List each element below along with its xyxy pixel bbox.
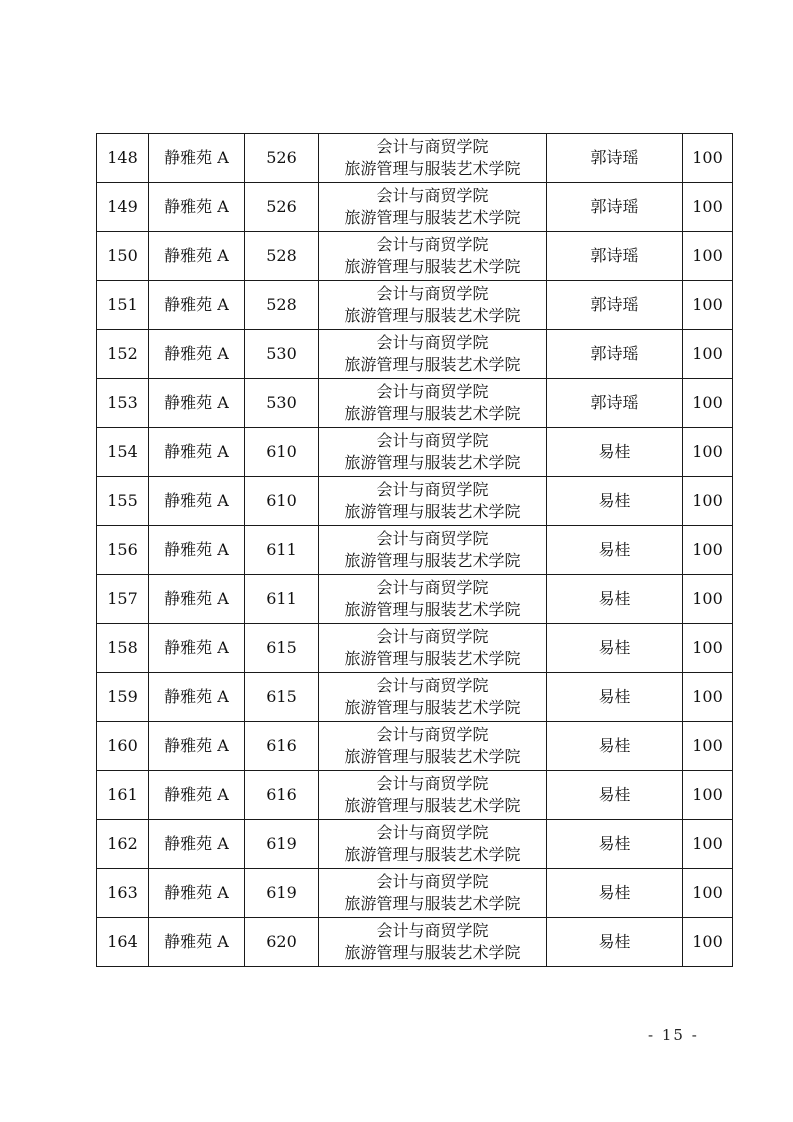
cell-room: 611	[245, 526, 319, 575]
cell-inspector: 易桂	[547, 820, 683, 869]
college-name: 旅游管理与服装艺术学院	[344, 208, 521, 227]
cell-college	[319, 918, 547, 967]
cell-inspector: 郭诗瑶	[547, 281, 683, 330]
cell-building: 静雅苑 A	[149, 869, 245, 918]
table-row	[97, 281, 733, 330]
college-name: 会计与商贸学院	[376, 529, 489, 548]
cell-score: 100	[683, 330, 733, 379]
college-name: 会计与商贸学院	[376, 676, 489, 695]
cell-building: 静雅苑 A	[149, 232, 245, 281]
college-name: 旅游管理与服装艺术学院	[344, 600, 521, 619]
college-name: 旅游管理与服装艺术学院	[344, 502, 521, 521]
cell-score: 100	[683, 918, 733, 967]
college-name: 会计与商贸学院	[376, 284, 489, 303]
college-name: 会计与商贸学院	[376, 431, 489, 450]
table-row	[97, 722, 733, 771]
cell-building: 静雅苑 A	[149, 330, 245, 379]
college-name: 旅游管理与服装艺术学院	[344, 453, 521, 472]
cell-number: 164	[97, 918, 149, 967]
cell-inspector: 易桂	[547, 722, 683, 771]
cell-college	[319, 183, 547, 232]
college-name: 旅游管理与服装艺术学院	[344, 159, 521, 178]
cell-inspector: 易桂	[547, 918, 683, 967]
cell-college	[319, 134, 547, 183]
cell-inspector: 易桂	[547, 526, 683, 575]
college-name: 会计与商贸学院	[376, 774, 489, 793]
cell-college	[319, 869, 547, 918]
cell-inspector: 易桂	[547, 771, 683, 820]
cell-number: 153	[97, 379, 149, 428]
cell-room: 610	[245, 477, 319, 526]
cell-number: 163	[97, 869, 149, 918]
table-row	[97, 820, 733, 869]
cell-college	[319, 526, 547, 575]
cell-room: 611	[245, 575, 319, 624]
cell-building: 静雅苑 A	[149, 722, 245, 771]
college-name: 会计与商贸学院	[376, 382, 489, 401]
cell-building: 静雅苑 A	[149, 477, 245, 526]
table-row	[97, 673, 733, 722]
college-name: 旅游管理与服装艺术学院	[344, 796, 521, 815]
cell-room: 619	[245, 820, 319, 869]
cell-room: 526	[245, 134, 319, 183]
college-name: 会计与商贸学院	[376, 186, 489, 205]
college-name: 旅游管理与服装艺术学院	[344, 306, 521, 325]
cell-score: 100	[683, 281, 733, 330]
cell-inspector: 郭诗瑶	[547, 330, 683, 379]
cell-room: 528	[245, 232, 319, 281]
college-name: 旅游管理与服装艺术学院	[344, 943, 521, 962]
cell-building: 静雅苑 A	[149, 820, 245, 869]
cell-college	[319, 477, 547, 526]
cell-college	[319, 330, 547, 379]
cell-number: 151	[97, 281, 149, 330]
cell-building: 静雅苑 A	[149, 134, 245, 183]
college-name: 旅游管理与服装艺术学院	[344, 551, 521, 570]
college-name: 会计与商贸学院	[376, 578, 489, 597]
cell-room: 616	[245, 722, 319, 771]
cell-score: 100	[683, 820, 733, 869]
college-name: 会计与商贸学院	[376, 725, 489, 744]
cell-number: 157	[97, 575, 149, 624]
table-row	[97, 477, 733, 526]
cell-inspector: 易桂	[547, 869, 683, 918]
college-name: 旅游管理与服装艺术学院	[344, 698, 521, 717]
cell-room: 610	[245, 428, 319, 477]
table-row	[97, 624, 733, 673]
cell-number: 149	[97, 183, 149, 232]
cell-score: 100	[683, 673, 733, 722]
college-name: 旅游管理与服装艺术学院	[344, 747, 521, 766]
dormitory-score-table	[96, 133, 733, 967]
cell-inspector: 易桂	[547, 673, 683, 722]
table-body	[97, 134, 733, 967]
cell-inspector: 郭诗瑶	[547, 379, 683, 428]
college-name: 会计与商贸学院	[376, 137, 489, 156]
cell-building: 静雅苑 A	[149, 673, 245, 722]
cell-inspector: 易桂	[547, 477, 683, 526]
table-row	[97, 918, 733, 967]
cell-college	[319, 379, 547, 428]
cell-number: 156	[97, 526, 149, 575]
cell-building: 静雅苑 A	[149, 526, 245, 575]
table-row	[97, 232, 733, 281]
cell-number: 161	[97, 771, 149, 820]
cell-building: 静雅苑 A	[149, 624, 245, 673]
cell-score: 100	[683, 379, 733, 428]
college-name: 旅游管理与服装艺术学院	[344, 404, 521, 423]
college-name: 会计与商贸学院	[376, 333, 489, 352]
college-name: 旅游管理与服装艺术学院	[344, 649, 521, 668]
cell-number: 155	[97, 477, 149, 526]
table-row	[97, 183, 733, 232]
college-name: 会计与商贸学院	[376, 921, 489, 940]
table-row	[97, 575, 733, 624]
cell-college	[319, 281, 547, 330]
cell-score: 100	[683, 722, 733, 771]
cell-score: 100	[683, 771, 733, 820]
cell-inspector: 易桂	[547, 575, 683, 624]
cell-score: 100	[683, 526, 733, 575]
cell-building: 静雅苑 A	[149, 575, 245, 624]
cell-score: 100	[683, 183, 733, 232]
cell-score: 100	[683, 477, 733, 526]
cell-room: 615	[245, 624, 319, 673]
page-number: - 15 -	[648, 1026, 699, 1044]
cell-building: 静雅苑 A	[149, 281, 245, 330]
cell-score: 100	[683, 624, 733, 673]
table-row	[97, 134, 733, 183]
cell-inspector: 易桂	[547, 428, 683, 477]
cell-college	[319, 771, 547, 820]
college-name: 旅游管理与服装艺术学院	[344, 355, 521, 374]
cell-room: 528	[245, 281, 319, 330]
cell-inspector: 易桂	[547, 624, 683, 673]
table-row	[97, 526, 733, 575]
table-row	[97, 330, 733, 379]
cell-room: 616	[245, 771, 319, 820]
cell-building: 静雅苑 A	[149, 771, 245, 820]
college-name: 旅游管理与服装艺术学院	[344, 257, 521, 276]
cell-building: 静雅苑 A	[149, 379, 245, 428]
cell-number: 150	[97, 232, 149, 281]
college-name: 旅游管理与服装艺术学院	[344, 894, 521, 913]
table-row	[97, 771, 733, 820]
cell-building: 静雅苑 A	[149, 183, 245, 232]
cell-score: 100	[683, 134, 733, 183]
cell-college	[319, 673, 547, 722]
cell-number: 154	[97, 428, 149, 477]
cell-score: 100	[683, 428, 733, 477]
table-row	[97, 869, 733, 918]
cell-score: 100	[683, 575, 733, 624]
cell-number: 152	[97, 330, 149, 379]
cell-inspector: 郭诗瑶	[547, 183, 683, 232]
table-row	[97, 428, 733, 477]
cell-room: 526	[245, 183, 319, 232]
cell-inspector: 郭诗瑶	[547, 232, 683, 281]
college-name: 会计与商贸学院	[376, 872, 489, 891]
cell-score: 100	[683, 232, 733, 281]
cell-number: 162	[97, 820, 149, 869]
college-name: 旅游管理与服装艺术学院	[344, 845, 521, 864]
cell-number: 160	[97, 722, 149, 771]
cell-number: 148	[97, 134, 149, 183]
cell-inspector: 郭诗瑶	[547, 134, 683, 183]
cell-score: 100	[683, 869, 733, 918]
cell-college	[319, 820, 547, 869]
cell-college	[319, 575, 547, 624]
cell-room: 530	[245, 330, 319, 379]
college-name: 会计与商贸学院	[376, 823, 489, 842]
cell-room: 530	[245, 379, 319, 428]
cell-college	[319, 428, 547, 477]
cell-number: 159	[97, 673, 149, 722]
table-row	[97, 379, 733, 428]
cell-room: 615	[245, 673, 319, 722]
cell-college	[319, 624, 547, 673]
cell-room: 619	[245, 869, 319, 918]
cell-building: 静雅苑 A	[149, 918, 245, 967]
college-name: 会计与商贸学院	[376, 480, 489, 499]
college-name: 会计与商贸学院	[376, 235, 489, 254]
cell-college	[319, 722, 547, 771]
cell-building: 静雅苑 A	[149, 428, 245, 477]
college-name: 会计与商贸学院	[376, 627, 489, 646]
cell-college	[319, 232, 547, 281]
cell-room: 620	[245, 918, 319, 967]
cell-number: 158	[97, 624, 149, 673]
